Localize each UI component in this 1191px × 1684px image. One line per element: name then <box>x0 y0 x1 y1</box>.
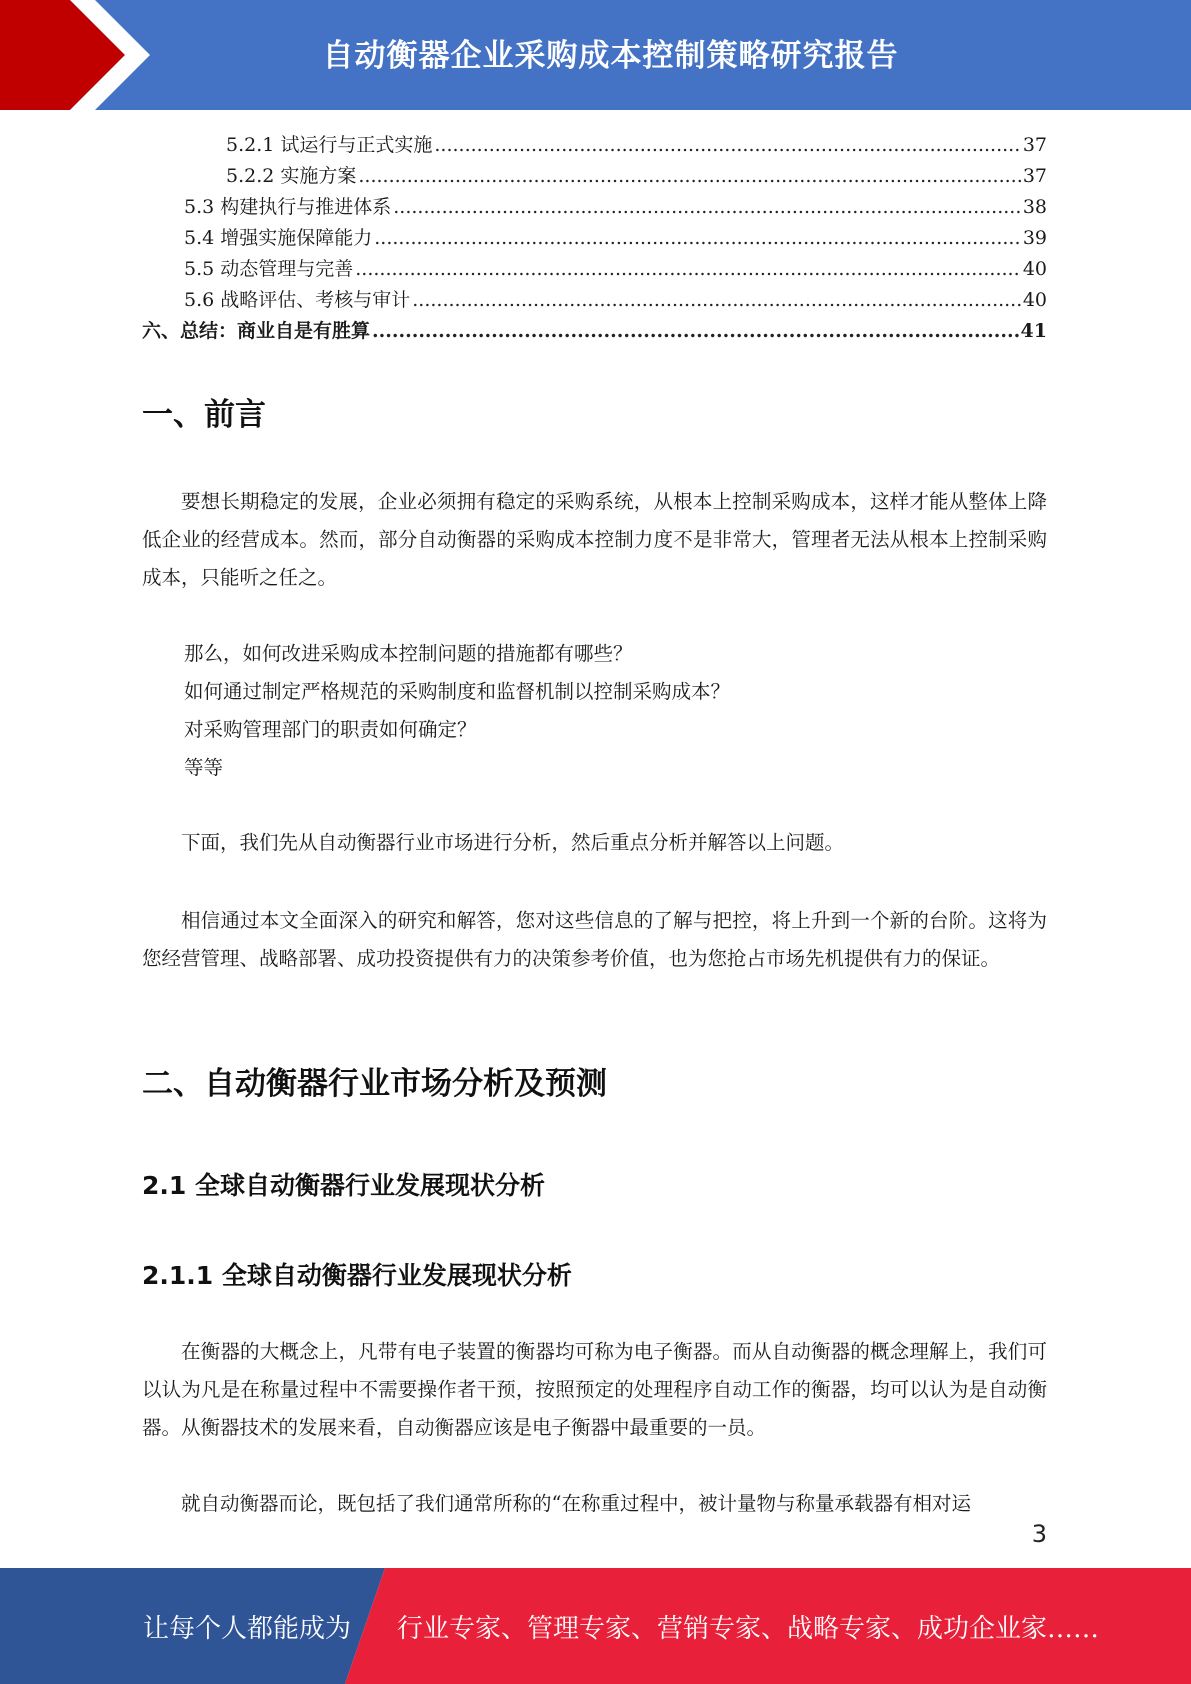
question-item: 对采购管理部门的职责如何确定？ <box>184 718 477 741</box>
toc-entry[interactable] <box>142 130 1047 161</box>
section-title-market: 二、自动衡器行业市场分析及预测 <box>142 1066 607 1102</box>
toc-entry-label: 5.4 增强实施保障能力 <box>184 227 373 249</box>
toc-entry-label: 5.2.1 试运行与正式实施 <box>226 134 433 156</box>
toc-leader-dots <box>374 223 1021 254</box>
toc-entry[interactable] <box>142 316 1047 347</box>
table-of-contents <box>142 130 1047 347</box>
toc-leader-dots <box>355 254 1021 285</box>
toc-entry[interactable] <box>142 161 1047 192</box>
toc-entry-label: 5.5 动态管理与完善 <box>184 258 354 280</box>
toc-leader-dots <box>393 192 1021 223</box>
toc-entry-label: 5.2.2 实施方案 <box>226 165 357 187</box>
toc-entry[interactable] <box>142 192 1047 223</box>
toc-entry-page: 37 <box>1022 165 1047 187</box>
header-title: 自动衡器企业采购成本控制策略研究报告 <box>322 38 899 74</box>
toc-leader-dots <box>412 285 1021 316</box>
preface-paragraph-1: 要想长期稳定的发展，企业必须拥有稳定的采购系统，从根本上控制采购成本，这样才能从整体上降低企业的经营成本。然而，部分自动衡器的采购成本控制力度不是非常大，管理者无法从根本上控制采购成本，只能听之任之。 <box>142 490 1047 589</box>
question-item: 如何通过制定严格规范的采购制度和监督机制以控制采购成本？ <box>184 680 731 703</box>
toc-entry-label: 六、总结：商业自是有胜算 <box>142 320 371 342</box>
page-footer <box>0 1568 1191 1684</box>
subsection-title: 2.1 全球自动衡器行业发展现状分析 <box>142 1171 545 1200</box>
toc-entry-label: 5.3 构建执行与推进体系 <box>184 196 392 218</box>
toc-entry-page: 41 <box>1020 320 1047 342</box>
footer-slogan-right: 行业专家、管理专家、营销专家、战略专家、成功企业家…… <box>397 1614 1100 1644</box>
section-title-preface: 一、前言 <box>142 397 266 433</box>
toc-entry-page: 39 <box>1022 227 1047 249</box>
toc-entry[interactable] <box>142 223 1047 254</box>
page-header <box>0 0 1191 110</box>
toc-entry[interactable] <box>142 285 1047 316</box>
toc-leader-dots <box>434 130 1020 161</box>
toc-entry-label: 5.6 战略评估、考核与审计 <box>184 289 411 311</box>
subsection-title: 2.1.1 全球自动衡器行业发展现状分析 <box>142 1261 572 1290</box>
toc-leader-dots <box>372 316 1019 347</box>
market-paragraph-1: 在衡器的大概念上，凡带有电子装置的衡器均可称为电子衡器。而从自动衡器的概念理解上，我们可以认为凡是在称量过程中不需要操作者干预，按照预定的处理程序自动工作的衡器，均可以认为是自动衡器。从衡器技术的发展来看，自动衡器应该是电子衡器中最重要的一员。 <box>142 1340 1047 1439</box>
preface-paragraph-2: 下面，我们先从自动衡器行业市场进行分析，然后重点分析并解答以上问题。 <box>181 831 845 854</box>
toc-entry[interactable] <box>142 254 1047 285</box>
preface-paragraph-3: 相信通过本文全面深入的研究和解答，您对这些信息的了解与把控，将上升到一个新的台阶。这将为您经营管理、战略部署、成功投资提供有力的决策参考价值，也为您抢占市场先机提供有力的保证。 <box>142 909 1047 970</box>
question-item: 等等 <box>184 756 224 779</box>
question-list <box>184 635 1044 787</box>
question-item: 那么，如何改进采购成本控制问题的措施都有哪些？ <box>184 642 633 665</box>
market-paragraph-2: 就自动衡器而论，既包括了我们通常所称的“在称重过程中，被计量物与称量承载器有相对运 <box>181 1492 971 1515</box>
toc-leader-dots <box>358 161 1020 192</box>
toc-entry-page: 37 <box>1022 134 1047 156</box>
toc-entry-page: 38 <box>1022 196 1047 218</box>
page-number: 3 <box>1031 1520 1047 1548</box>
toc-entry-page: 40 <box>1022 289 1047 311</box>
footer-slogan-left: 让每个人都能成为 <box>143 1614 352 1644</box>
toc-entry-page: 40 <box>1022 258 1047 280</box>
